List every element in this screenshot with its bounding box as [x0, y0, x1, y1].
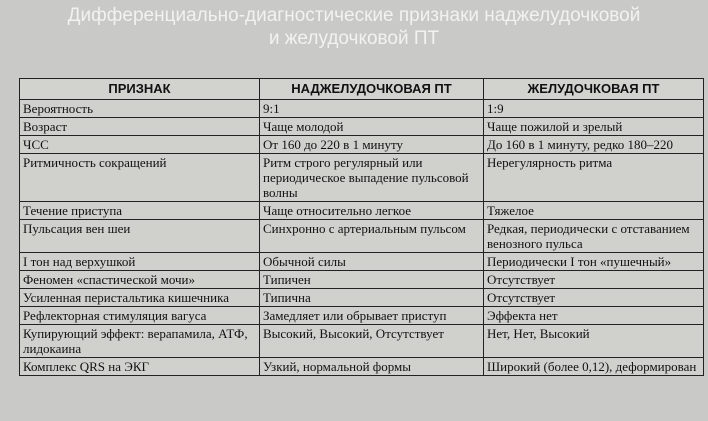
svt-cell: Высокий, Высокий, Отсутствует: [260, 325, 484, 358]
sign-cell: Течение приступа: [20, 202, 260, 220]
sign-cell: Рефлекторная стимуляция вагуса: [20, 307, 260, 325]
vt-cell: Эффекта нет: [484, 307, 704, 325]
sign-cell: ЧСС: [20, 136, 260, 154]
sign-cell: Усиленная перистальтика кишечника: [20, 289, 260, 307]
sign-cell: Пульсация вен шеи: [20, 220, 260, 253]
vt-cell: Нерегулярность ритма: [484, 154, 704, 202]
table-row: [20, 289, 704, 307]
title-line-2: и желудочковой ПТ: [268, 28, 440, 49]
vt-cell: Нет, Нет, Высокий: [484, 325, 704, 358]
vt-cell: Отсутствует: [484, 289, 704, 307]
svt-cell: Чаще молодой: [260, 118, 484, 136]
sign-cell: Ритмичность сокращений: [20, 154, 260, 202]
svt-cell: Синхронно с артериальным пульсом: [260, 220, 484, 253]
sign-cell: Феномен «спастической мочи»: [20, 271, 260, 289]
vt-cell: Чаще пожилой и зрелый: [484, 118, 704, 136]
table-row: [20, 253, 704, 271]
table-row: [20, 325, 704, 358]
vt-cell: Периодически I тон «пушечный»: [484, 253, 704, 271]
table-row: [20, 358, 704, 376]
sign-cell: Возраст: [20, 118, 260, 136]
table-row: [20, 100, 704, 118]
table-row: [20, 154, 704, 202]
sign-cell: Купирующий эффект: верапамила, АТФ, лидокаина: [20, 325, 260, 358]
header-svt: НАДЖЕЛУДОЧКОВАЯ ПТ: [260, 79, 484, 100]
vt-cell: До 160 в 1 минуту, редко 180–220: [484, 136, 704, 154]
svt-cell: Типичен: [260, 271, 484, 289]
table-header-row: [20, 79, 704, 100]
vt-cell: Отсутствует: [484, 271, 704, 289]
vt-cell: Тяжелое: [484, 202, 704, 220]
svt-cell: Чаще относительно легкое: [260, 202, 484, 220]
comparison-table: [19, 78, 704, 376]
svt-cell: 9:1: [260, 100, 484, 118]
table-row: [20, 271, 704, 289]
vt-cell: Широкий (более 0,12), деформирован: [484, 358, 704, 376]
table-row: [20, 307, 704, 325]
vt-cell: 1:9: [484, 100, 704, 118]
table-row: [20, 136, 704, 154]
vt-cell: Редкая, периодически с отставанием венозного пульса: [484, 220, 704, 253]
sign-cell: Комплекс QRS на ЭКГ: [20, 358, 260, 376]
svt-cell: Ритм строго регулярный или периодическое выпадение пульсовой волны: [260, 154, 484, 202]
header-sign: ПРИЗНАК: [20, 79, 260, 100]
svt-cell: Узкий, нормальной формы: [260, 358, 484, 376]
table-row: [20, 202, 704, 220]
title-line-1: Дифференциально-диагностические признаки наджелудочковой: [67, 5, 641, 26]
svt-cell: От 160 до 220 в 1 минуту: [260, 136, 484, 154]
sign-cell: I тон над верхушкой: [20, 253, 260, 271]
svt-cell: Замедляет или обрывает приступ: [260, 307, 484, 325]
page-title: [10, 4, 698, 50]
svt-cell: Обычной силы: [260, 253, 484, 271]
table-row: [20, 220, 704, 253]
header-vt: ЖЕЛУДОЧКОВАЯ ПТ: [484, 79, 704, 100]
sign-cell: Вероятность: [20, 100, 260, 118]
table-row: [20, 118, 704, 136]
svt-cell: Типична: [260, 289, 484, 307]
